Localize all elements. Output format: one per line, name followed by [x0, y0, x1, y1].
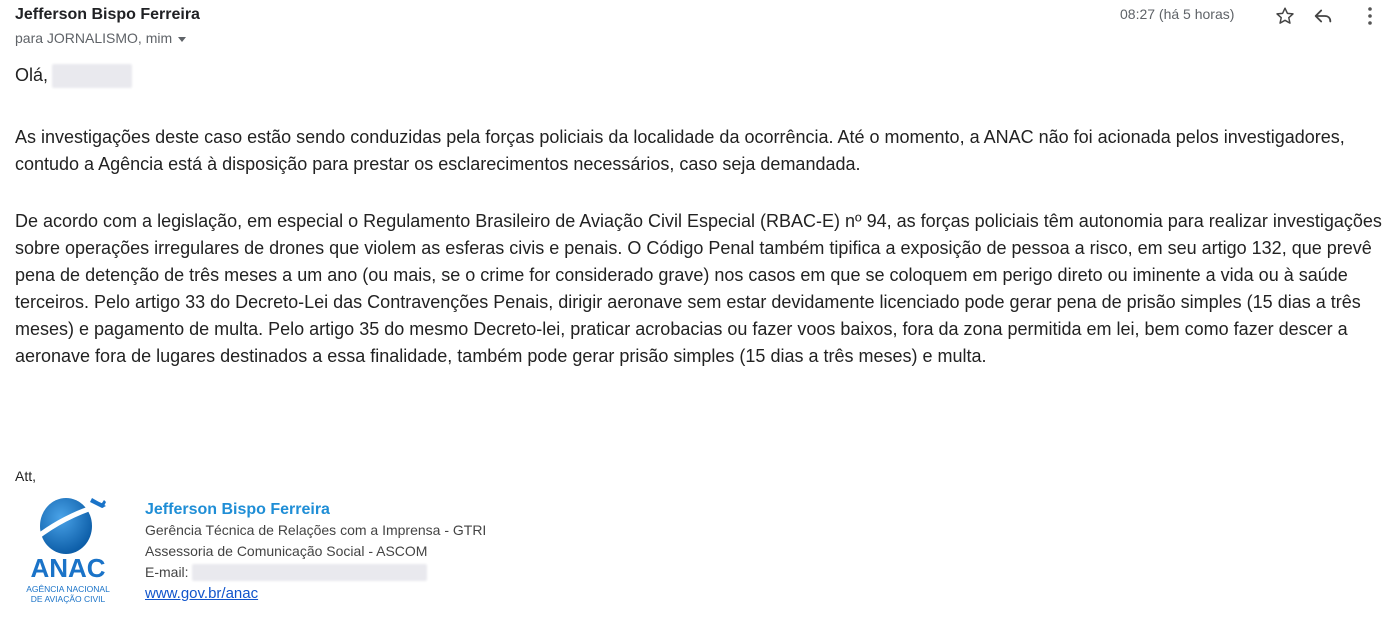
star-icon[interactable]: [1273, 4, 1297, 28]
recipients-label: para JORNALISMO, mim: [15, 30, 173, 46]
signature-block: [145, 500, 486, 604]
logo-subtitle-2: DE AVIAÇÃO CIVIL: [30, 594, 106, 604]
closing: Att,: [15, 468, 37, 484]
reply-icon[interactable]: [1311, 4, 1335, 28]
more-vert-icon[interactable]: [1360, 4, 1380, 28]
caret-down-icon[interactable]: [178, 37, 186, 42]
message-body: [15, 62, 1386, 366]
logo-subtitle-1: AGÊNCIA NACIONAL: [26, 584, 110, 594]
paragraph-1: As investigações deste caso estão sendo conduzidas pela forças policiais da localidade da ocorrência. Até o momento, a ANAC não foi acionada pelos investigadores, contudo a Agência está à disposição para prestar os esclarecimentos necessários, caso seja demandada.: [15, 127, 1345, 174]
greeting-text: Olá,: [15, 65, 49, 85]
website-link[interactable]: www.gov.br/anac: [145, 585, 259, 602]
sender-name[interactable]: Jefferson Bispo Ferreira: [15, 6, 200, 23]
redacted-email: [192, 564, 427, 581]
signature-line-1: Gerência Técnica de Relações com a Imprensa - GTRI: [145, 522, 487, 538]
message-header: [15, 6, 1386, 50]
greeting: [15, 62, 1386, 89]
signature-email: [145, 562, 486, 583]
signature-name: Jefferson Bispo Ferreira: [145, 501, 330, 518]
email-label: E-mail:: [145, 564, 189, 580]
anac-logo: [14, 494, 122, 606]
paragraph-2: De acordo com a legislação, em especial o Regulamento Brasileiro de Aviação Civil Especial (RBAC-E) nº 94, as forças policiais têm autonomia para realizar investigações sobre operações irregulares de drones que violem as esferas civis e penais. O Código Penal também tipifica a exposição de pessoa a risco, em seu artigo 132, que prevê pena de detenção de três meses a um ano (ou mais, se o crime for considerado grave) nos casos em que se coloquem em perigo direto ou iminente a vida ou à saúde terceiros. Pelo artigo 33 do Decreto-Lei das Contravenções Penais, dirigir aeronave sem estar devidamente licenciado pode gerar pena de prisão simples (15 dias a três meses) e pagamento de multa. Pelo artigo 35 do mesmo Decreto-lei, praticar acrobacias ou fazer voos baixos, fora da zona permitida em lei, bem como fazer descer a aeronave fora de lugares destinados a essa finalidade, também pode gerar prisão simples (15 dias a três meses) e multa.: [15, 211, 1382, 366]
logo-acronym: ANAC: [30, 553, 106, 583]
signature-line-2: Assessoria de Comunicação Social - ASCOM: [145, 543, 428, 559]
message-time: 08:27 (há 5 horas): [1120, 6, 1235, 22]
recipients-dropdown[interactable]: [15, 30, 186, 46]
redacted-name: [52, 64, 132, 88]
